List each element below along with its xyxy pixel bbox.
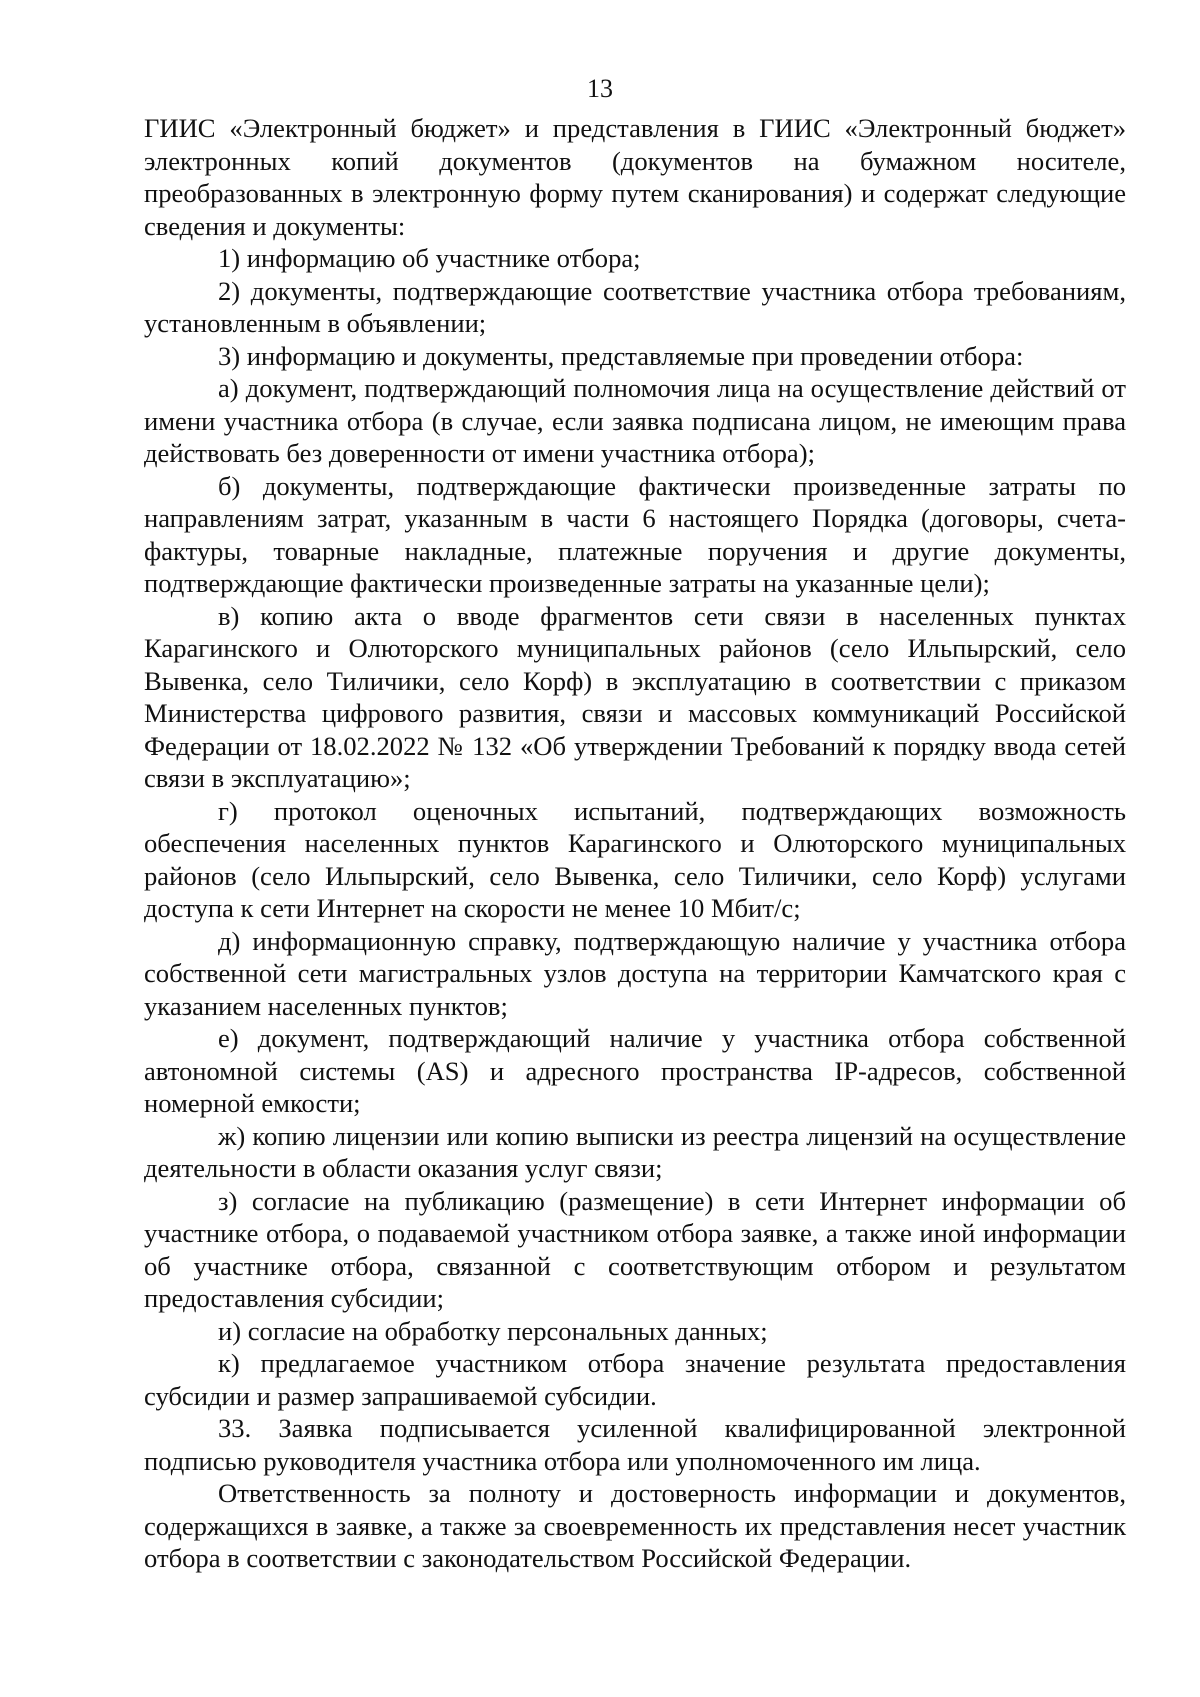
paragraph-item-a: а) документ, подтверждающий полномочия лица на осуществление действий от имени участника отбора (в случае, если заявка подписана лицом, не имеющим права действовать без доверенности от имени участника отбора); — [144, 373, 1126, 468]
paragraph-continuation: ГИИС «Электронный бюджет» и представления в ГИИС «Электронный бюджет» электронных копий документов (документов на бумажном носителе, преобразованных в электронную форму путем сканирования) и содержат следующие сведения и документы: — [144, 113, 1126, 241]
paragraph-item-d: д) информационную справку, подтверждающую наличие у участника отбора собственной сети магистральных узлов доступа на территории Камчатского края с указанием населенных пунктов; — [144, 925, 1126, 1021]
paragraph-item-z: з) согласие на публикацию (размещение) в сети Интернет информации об участнике отбора, о подаваемой участником отбора заявке, а также иной информации об участнике отбора, связанной с соответствующим отбором и результатом предоставления субсидии; — [144, 1185, 1126, 1313]
paragraph-item-k: к) предлагаемое участником отбора значение результата предоставления субсидии и размер запрашиваемой субсидии. — [144, 1348, 1126, 1411]
paragraph-item-i: и) согласие на обработку персональных данных; — [218, 1315, 768, 1346]
paragraph-item-b: б) документы, подтверждающие фактически произведенные затраты по направлениям затрат, указанным в части 6 настоящего Порядка (договоры, счета-фактуры, товарные накладные, платежные поручения и другие документы, подтверждающие фактически произведенные затраты на указанные цели); — [144, 470, 1126, 598]
paragraph-item-3: 3) информацию и документы, представляемые при проведении отбора: — [218, 340, 1024, 371]
paragraph-item-v: в) копию акта о вводе фрагментов сети связи в населенных пунктах Карагинского и Олюторского муниципальных районов (село Ильпырский, село Вывенка, село Тиличики, село Корф) в эксплуатацию в соответствии с приказом Министерства цифрового развития, связи и массовых коммуникаций Российской Федерации от 18.02.2022 № 132 «Об утверждении Требований к порядку ввода сетей связи в эксплуатацию»; — [144, 600, 1126, 793]
paragraph-clause-33: 33. Заявка подписывается усиленной квалифицированной электронной подписью руководителя участника отбора или уполномоченного им лица. — [144, 1413, 1126, 1476]
paragraph-item-1: 1) информацию об участнике отбора; — [218, 243, 641, 273]
document-body — [144, 112, 1126, 1575]
paragraph-item-2: 2) документы, подтверждающие соответствие участника отбора требованиям, установленным в объявлении; — [144, 275, 1126, 338]
paragraph-item-e: е) документ, подтверждающий наличие у участника отбора собственной автономной системы (AS) и адресного пространства IP-адресов, собственной номерной емкости; — [144, 1023, 1126, 1118]
page-number: 13 — [587, 74, 613, 103]
paragraph-item-g: г) протокол оценочных испытаний, подтверждающих возможность обеспечения населенных пунктов Карагинского и Олюторского муниципальных районов (село Ильпырский, село Вывенка, село Тиличики, село Корф) услугами доступа к сети Интернет на скорости не менее 10 Мбит/с; — [144, 795, 1126, 923]
paragraph-item-zh: ж) копию лицензии или копию выписки из реестра лицензий на осуществление деятельности в области оказания услуг связи; — [144, 1120, 1126, 1183]
paragraph-responsibility: Ответственность за полноту и достоверность информации и документов, содержащихся в заявке, а также за своевременность их представления несет участник отбора в соответствии с законодательством Российской Федерации. — [144, 1478, 1126, 1573]
